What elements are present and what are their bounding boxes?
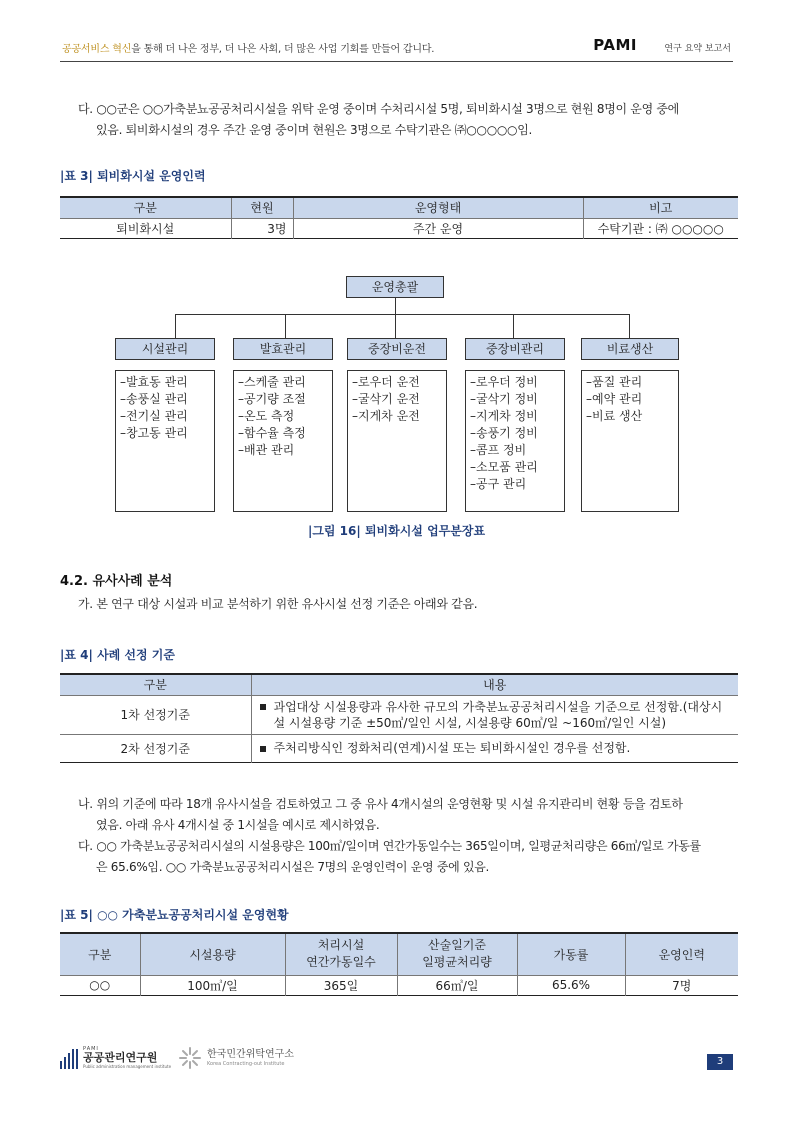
table-row bbox=[60, 218, 738, 238]
org-task: –송풍기 정비 bbox=[470, 426, 538, 440]
table-cell: 2차 선정기준 bbox=[60, 734, 251, 762]
org-top-box: 운영총괄 bbox=[346, 276, 444, 298]
org-connector bbox=[285, 314, 286, 338]
logo-tiny-text: PAMI bbox=[83, 1046, 99, 1052]
org-task: –배관 관리 bbox=[238, 443, 295, 457]
logo-name: 공공관리연구원 bbox=[83, 1051, 158, 1064]
org-task-list bbox=[347, 370, 447, 512]
org-connector bbox=[629, 314, 630, 338]
header-line: 가동률 bbox=[553, 947, 589, 962]
org-dept-box: 중장비운전 bbox=[347, 338, 447, 360]
table-5 bbox=[60, 932, 738, 996]
table-cell: ○○ bbox=[60, 975, 140, 995]
org-connector bbox=[175, 314, 629, 315]
org-task: –함수율 측정 bbox=[238, 426, 306, 440]
header-doc-type: 연구 요약 보고서 bbox=[664, 44, 731, 54]
slogan-rest: 을 통해 더 나은 정부, 더 나은 사회, 더 많은 사업 기회를 만들어 갑니다. bbox=[131, 44, 435, 55]
table-cell: 퇴비화시설 bbox=[60, 218, 231, 238]
org-task: –온도 측정 bbox=[238, 409, 295, 423]
star-burst-icon bbox=[178, 1046, 202, 1070]
paragraph-ga: 가. 본 연구 대상 시설과 비교 분석하기 위한 유사시설 선정 기준은 아래와 같음. bbox=[78, 597, 478, 611]
header-line: 산술일기준 bbox=[428, 938, 486, 953]
org-task: –예약 관리 bbox=[586, 392, 643, 406]
table-cell: 1차 선정기준 bbox=[60, 695, 251, 734]
header-line: 시설용량 bbox=[189, 947, 236, 962]
table-header-cell bbox=[517, 933, 625, 975]
table-header-row bbox=[60, 674, 738, 695]
org-task: –발효동 관리 bbox=[120, 375, 188, 389]
org-connector bbox=[175, 314, 176, 338]
table-header-row bbox=[60, 933, 738, 975]
paragraph-da-1-cont: 있음. 퇴비화시설의 경우 주간 운영 중이며 현원은 3명으로 수탁기관은 ㈜○○○○○임. bbox=[96, 123, 533, 137]
table-header-cell: 구분 bbox=[60, 197, 231, 218]
paragraph-index: 다. bbox=[78, 102, 93, 116]
org-dept-box: 발효관리 bbox=[233, 338, 333, 360]
criteria-text-cont: 설 시설용량 기준 ±50㎥/일인 시설, 시설용량 60㎥/일 ~160㎥/일인 시설) bbox=[273, 715, 667, 730]
org-task: –콤프 정비 bbox=[470, 443, 527, 457]
org-task: –전기실 관리 bbox=[120, 409, 188, 423]
table-cell bbox=[251, 695, 738, 734]
header-line: 운영인력 bbox=[658, 947, 705, 962]
table-3-caption: |표 3| 퇴비화시설 운영인력 bbox=[60, 169, 206, 183]
org-task: –굴삭기 정비 bbox=[470, 392, 538, 406]
table-5-caption: |표 5| ○○ 가축분뇨공공처리시설 운영현황 bbox=[60, 908, 289, 922]
table-row bbox=[60, 734, 738, 762]
table-header-cell: 운영형태 bbox=[293, 197, 583, 218]
paragraph-line: 위의 기준에 따라 18개 유사시설을 검토하였고 그 중 유사 4개시설의 운영현황 및 시설 유지관리비 현황 등을 검토하 bbox=[96, 797, 683, 811]
paragraph-da-2-cont: 은 65.6%임. ○○ 가축분뇨공공처리시설은 7명의 운영인력이 운영 중에 있음. bbox=[96, 860, 490, 874]
criteria-text: 과업대상 시설용량과 유사한 규모의 가축분뇨공공처리시설을 기준으로 선정함.(대상시 bbox=[273, 699, 723, 714]
org-task: –지게차 정비 bbox=[470, 409, 538, 423]
org-task: –비료 생산 bbox=[586, 409, 643, 423]
page-header bbox=[60, 30, 733, 62]
paragraph-line: ○○군은 ○○가축분뇨공공처리시설을 위탁 운영 중이며 수처리시설 5명, 퇴비화시설 3명으로 현원 8명이 운영 중에 bbox=[96, 102, 679, 116]
paragraph-index: 나. bbox=[78, 797, 93, 811]
bars-icon bbox=[60, 1049, 78, 1069]
paragraph-line: ○○ 가축분뇨공공처리시설의 시설용량은 100㎥/일이며 연간가동일수는 365일이며, 일평균처리량은 66㎥/일로 가동률 bbox=[96, 839, 701, 853]
table-row bbox=[60, 975, 738, 995]
page-number: 3 bbox=[707, 1054, 733, 1070]
table-header-cell bbox=[140, 933, 285, 975]
org-task-list bbox=[465, 370, 565, 512]
org-task-list bbox=[581, 370, 679, 512]
table-cell: 수탁기관 : ㈜ ○○○○○ bbox=[583, 218, 738, 238]
header-slogan bbox=[62, 40, 434, 55]
table-cell: 66㎥/일 bbox=[397, 975, 517, 995]
table-cell: 7명 bbox=[625, 975, 738, 995]
table-3 bbox=[60, 196, 738, 239]
section-title: 4.2. 유사사례 분석 bbox=[60, 574, 173, 589]
paragraph-index: 다. bbox=[78, 839, 93, 853]
org-task: –로우더 정비 bbox=[470, 375, 538, 389]
org-connector bbox=[395, 298, 396, 314]
table-header-cell bbox=[285, 933, 397, 975]
table-header-cell: 현원 bbox=[231, 197, 293, 218]
paragraph-na bbox=[78, 794, 748, 814]
paragraph-da-1 bbox=[78, 99, 748, 119]
logo-subtext: Public administration management institute bbox=[83, 1064, 172, 1069]
pami-logo bbox=[60, 1046, 171, 1069]
table-4 bbox=[60, 673, 738, 763]
table-header-cell bbox=[397, 933, 517, 975]
table-header-cell bbox=[625, 933, 738, 975]
paragraph-na-cont: 였음. 아래 유사 4개시설 중 1시설을 예시로 제시하였음. bbox=[96, 818, 380, 832]
org-task: –창고동 관리 bbox=[120, 426, 188, 440]
paragraph-da-2 bbox=[78, 836, 748, 856]
table-4-caption: |표 4| 사례 선정 기준 bbox=[60, 648, 175, 662]
bullet-icon bbox=[260, 704, 266, 710]
org-task: –로우더 운전 bbox=[352, 375, 420, 389]
org-task: –공기량 조절 bbox=[238, 392, 306, 406]
org-dept-box: 시설관리 bbox=[115, 338, 215, 360]
org-task: –굴삭기 운전 bbox=[352, 392, 420, 406]
org-task: –스케줄 관리 bbox=[238, 375, 306, 389]
table-header-cell: 구분 bbox=[60, 674, 251, 695]
header-line: 일평균처리량 bbox=[422, 955, 492, 970]
table-cell: 주간 운영 bbox=[293, 218, 583, 238]
table-header-cell: 내용 bbox=[251, 674, 738, 695]
org-task-list bbox=[233, 370, 333, 512]
bullet-icon bbox=[260, 746, 266, 752]
figure-16-caption: |그림 16| 퇴비화시설 업무분장표 bbox=[307, 524, 486, 538]
table-cell: 3명 bbox=[231, 218, 293, 238]
org-task: –소모품 관리 bbox=[470, 460, 538, 474]
org-task: –지게차 운전 bbox=[352, 409, 420, 423]
org-connector bbox=[513, 314, 514, 338]
table-cell bbox=[251, 734, 738, 762]
table-cell: 100㎥/일 bbox=[140, 975, 285, 995]
table-row bbox=[60, 695, 738, 734]
table-header-cell: 비고 bbox=[583, 197, 738, 218]
header-line: 처리시설 bbox=[317, 938, 365, 953]
logo-subtext: Korea Contracting-out Institute bbox=[207, 1061, 285, 1067]
table-header-row bbox=[60, 197, 738, 218]
slogan-highlight: 공공서비스 혁신 bbox=[62, 44, 132, 55]
header-brand: PAMI bbox=[593, 36, 637, 54]
header-line: 구분 bbox=[88, 947, 112, 962]
org-dept-box: 비료생산 bbox=[581, 338, 679, 360]
org-connector bbox=[395, 314, 396, 338]
header-line: 연간가동일수 bbox=[306, 955, 376, 970]
org-dept-box: 중장비관리 bbox=[465, 338, 565, 360]
org-task: –품질 관리 bbox=[586, 375, 643, 389]
table-cell: 65.6% bbox=[517, 975, 625, 995]
org-task: –송풍실 관리 bbox=[120, 392, 188, 406]
org-task-list bbox=[115, 370, 215, 512]
logo-name: 한국민간위탁연구소 bbox=[207, 1049, 294, 1060]
table-header-cell bbox=[60, 933, 140, 975]
org-task: –공구 관리 bbox=[470, 477, 527, 491]
kci-logo bbox=[178, 1046, 294, 1070]
page-footer bbox=[60, 1040, 733, 1080]
criteria-text: 주처리방식인 정화처리(연계)시설 또는 퇴비화시설인 경우를 선정함. bbox=[273, 741, 631, 755]
table-cell: 365일 bbox=[285, 975, 397, 995]
